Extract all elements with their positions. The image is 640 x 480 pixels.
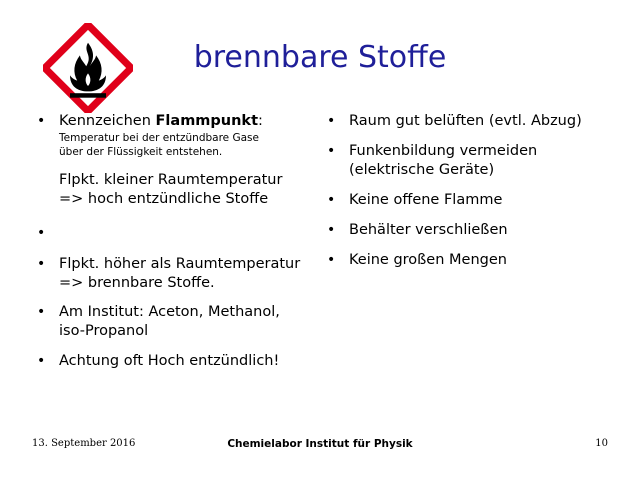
list-item	[326, 251, 626, 270]
left-bullet-list	[36, 112, 336, 371]
page-title: brennbare Stoffe	[193, 40, 447, 75]
list-item-empty	[36, 224, 336, 243]
flammpunkt-definition-line2: über der Flüssigkeit entstehen.	[59, 146, 223, 158]
footer-date: 13. September 2016	[32, 438, 136, 449]
list-item-line2: (elektrische Geräte)	[349, 162, 495, 178]
list-item-line1: • Funkenbildung vermeiden	[349, 143, 538, 159]
list-item	[326, 221, 626, 240]
list-item	[326, 142, 626, 180]
list-item-line1: • Raum gut belüften (evtl. Abzug)	[349, 113, 582, 129]
flammpunkt-term: Flammpunkt	[155, 113, 259, 129]
flammpunkt-note-line1: Flpkt. kleiner Raumtemperatur	[59, 172, 283, 188]
list-item	[36, 112, 336, 209]
list-item-line1: • Behälter verschließen	[349, 222, 508, 238]
flammable-hazard-icon	[43, 23, 133, 113]
list-item-line1: • Keine großen Mengen	[349, 252, 507, 268]
flammpunkt-suffix: :	[258, 113, 263, 129]
list-item: • Achtung oft Hoch entzündlich!	[36, 352, 336, 371]
flammpunkt-note-line2: => hoch entzündliche Stoffe	[59, 191, 269, 207]
flammpunkt-definition-line1: Temperatur bei der entzündbare Gase	[59, 132, 259, 144]
list-item	[36, 255, 336, 293]
list-item	[326, 191, 626, 210]
list-item-line1: • Flpkt. höher als Raumtemperatur	[59, 256, 301, 272]
list-item-line2: iso-Propanol	[59, 323, 149, 339]
list-item-line1: • Am Institut: Aceton, Methanol,	[59, 304, 280, 320]
flammpunkt-prefix: Kennzeichen	[59, 113, 156, 129]
list-item	[326, 112, 626, 131]
list-item-line2: => brennbare Stoffe.	[59, 275, 215, 291]
list-item-line1: • Keine offene Flamme	[349, 192, 503, 208]
list-item	[36, 303, 336, 341]
page-number: 10	[595, 438, 608, 449]
right-bullet-list	[326, 112, 626, 270]
footer-institution: Chemielabor Institut für Physik	[227, 438, 413, 450]
